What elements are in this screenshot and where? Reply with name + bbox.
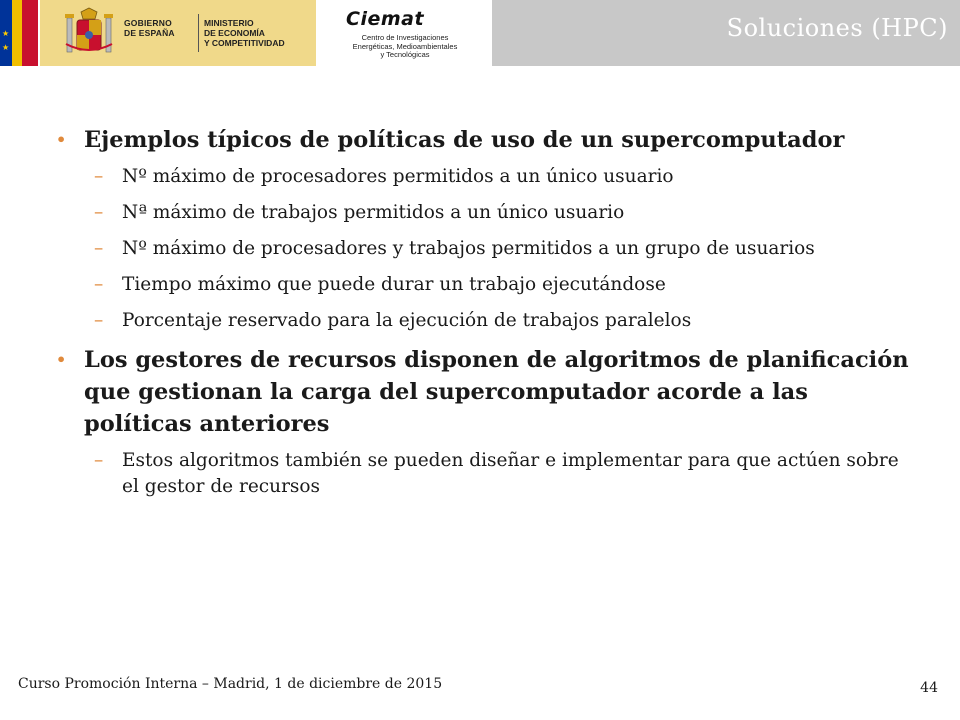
sub-text: Nº máximo de procesadores y trabajos permitidos a un grupo de usuarios — [122, 238, 815, 259]
sub-text: Porcentaje reservado para la ejecución de trabajos paralelos — [122, 310, 692, 331]
sub-text: Nº máximo de procesadores permitidos a un único usuario — [122, 166, 674, 187]
dash-icon: – — [94, 202, 104, 223]
sub-item — [52, 448, 912, 500]
dash-icon: – — [94, 450, 104, 471]
sub-item — [52, 200, 912, 226]
ciemat-subtitle: Centro de Investigaciones Energéticas, Medioambientales y Tecnológicas — [352, 33, 458, 59]
ciemat-logo-block — [318, 0, 490, 66]
eu-star-icon: ★ — [2, 43, 10, 52]
sub-item — [52, 236, 912, 262]
slide-title: Soluciones (HPC) — [726, 14, 948, 42]
sub-text: Estos algoritmos también se pueden diseñar e implementar para que actúen sobre el gestor de recursos — [122, 450, 899, 497]
bullet-dot-icon: • — [56, 350, 67, 369]
bullet-dot-icon: • — [56, 130, 67, 149]
sub-item — [52, 272, 912, 298]
bullet-text: Ejemplos típicos de políticas de uso de un supercomputador — [84, 127, 845, 153]
ciemat-logo: Ciemat — [346, 8, 425, 30]
government-label: GOBIERNO DE ESPAÑA — [124, 18, 175, 38]
sub-text: Nª máximo de trabajos permitidos a un único usuario — [122, 202, 625, 223]
dash-icon: – — [94, 166, 104, 187]
eu-star-icon: ★ — [2, 29, 10, 38]
dash-icon: – — [94, 310, 104, 331]
eu-spain-flag-strip — [0, 0, 38, 66]
bullet-text: Los gestores de recursos disponen de algoritmos de planificación que gestionan la carga del supercomputador acorde a las políticas anteriores — [84, 347, 909, 437]
bullet-item — [52, 344, 912, 440]
bullet-item — [52, 124, 912, 156]
title-band — [492, 0, 960, 66]
coat-of-arms-icon — [62, 6, 116, 60]
slide-content — [52, 124, 912, 510]
spain-flag-stripe — [12, 0, 22, 66]
dash-icon: – — [94, 238, 104, 259]
footer-text: Curso Promoción Interna – Madrid, 1 de diciembre de 2015 — [18, 676, 443, 692]
government-logo-block — [40, 0, 316, 66]
sub-item — [52, 308, 912, 334]
logo-divider — [198, 14, 199, 52]
page-number: 44 — [920, 680, 938, 696]
ministry-label: MINISTERIO DE ECONOMÍA Y COMPETITIVIDAD — [204, 18, 285, 48]
sub-item — [52, 164, 912, 190]
dash-icon: – — [94, 274, 104, 295]
header-bar — [0, 0, 960, 66]
sub-text: Tiempo máximo que puede durar un trabajo ejecutándose — [122, 274, 666, 295]
